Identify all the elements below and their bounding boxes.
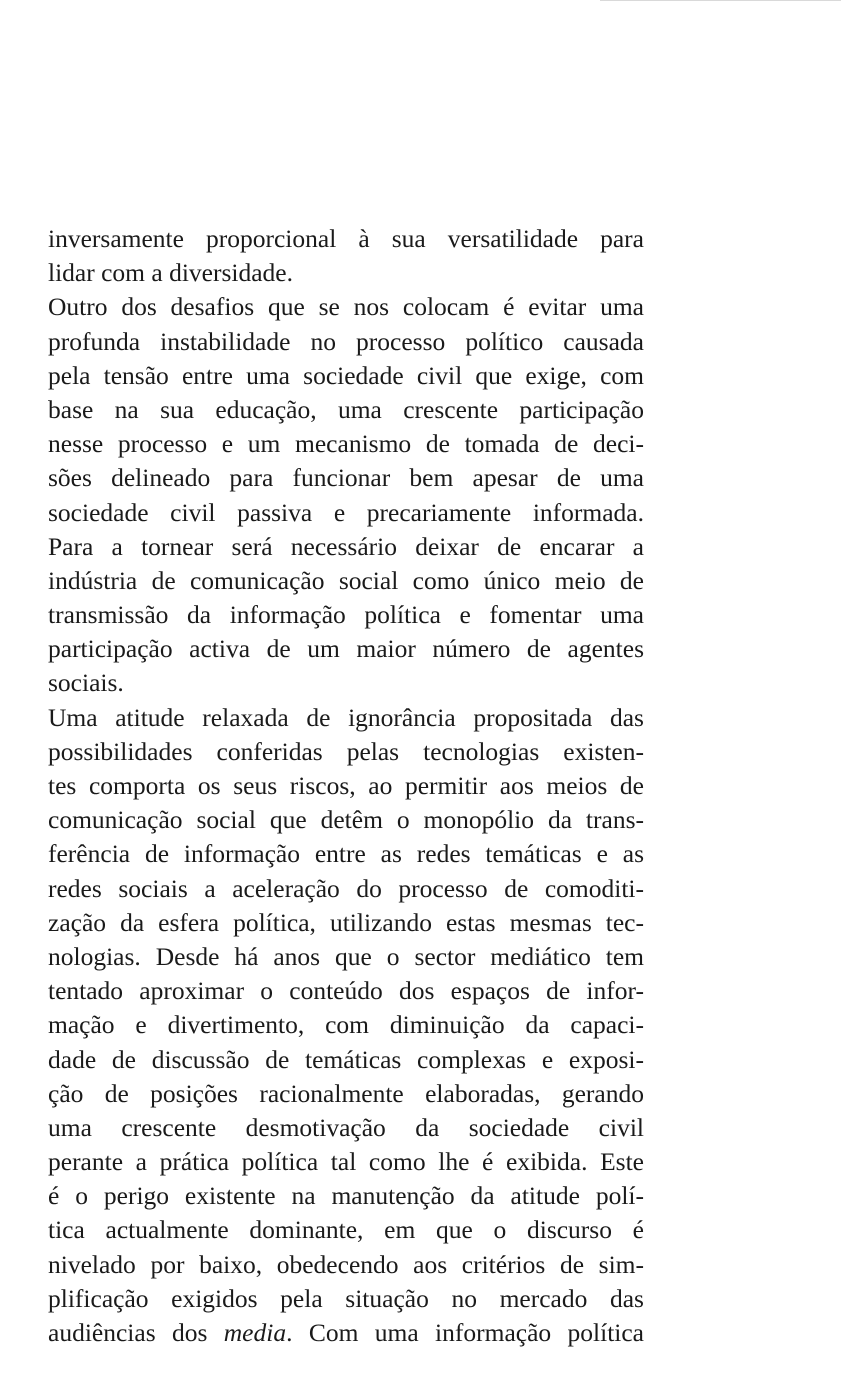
text-line: tentado aproximar o conteúdo dos espaços de infor- [48, 976, 644, 1006]
text-line: dade de discussão de temáticas complexas e exposi- [48, 1044, 644, 1074]
text-fragment: . Com uma informação política [286, 1318, 644, 1347]
text-line: ção de posições racionalmente elaboradas, gerando [48, 1078, 644, 1108]
body-text [48, 222, 644, 1350]
text-line: uma crescente desmotivação da sociedade civil [48, 1112, 644, 1142]
text-line: zação da esfera política, utilizando estas mesmas tec- [48, 907, 644, 937]
text-line: tica actualmente dominante, em que o discurso é [48, 1215, 644, 1245]
text-line: lidar com a diversidade. [48, 258, 293, 288]
text-line: plificação exigidos pela situação no mercado das [48, 1283, 644, 1313]
text-line: nologias. Desde há anos que o sector mediático tem [48, 941, 644, 971]
text-line: possibilidades conferidas pelas tecnologias existen- [48, 736, 644, 766]
text-line: é o perigo existente na manutenção da atitude polí- [48, 1181, 644, 1211]
text-line: tes comporta os seus riscos, ao permitir aos meios de [48, 771, 644, 800]
text-fragment: audiências dos [48, 1318, 224, 1347]
text-line: indústria de comunicação social como único meio de [48, 565, 644, 595]
text-line: Uma atitude relaxada de ignorância propositada das [48, 702, 644, 732]
text-line: sociais. [48, 668, 124, 698]
italic-term: media [223, 1318, 287, 1347]
text-line: comunicação social que detêm o monopólio da trans- [48, 805, 644, 835]
text-line: perante a prática política tal como lhe é exibida. Este [48, 1147, 644, 1177]
text-line: inversamente proporcional à sua versatilidade para [48, 224, 644, 253]
text-line: transmissão da informação política e fomentar uma [48, 600, 644, 630]
text-line: nivelado por baixo, obedecendo aos critérios de sim- [48, 1249, 644, 1279]
text-line: base na sua educação, uma crescente participação [48, 394, 644, 424]
text-line: nesse processo e um mecanismo de tomada de deci- [48, 429, 644, 459]
text-line: Para a tornear será necessário deixar de encarar a [48, 531, 644, 561]
text-line: mação e divertimento, com diminuição da capaci- [48, 1010, 644, 1040]
top-edge-rule [600, 0, 841, 1]
text-line: pela tensão entre uma sociedade civil que exige, com [48, 360, 644, 390]
text-line: Outro dos desafios que se nos colocam é evitar uma [48, 292, 644, 322]
text-line: sociedade civil passiva e precariamente informada. [48, 497, 644, 527]
text-line: participação activa de um maior número de agentes [48, 634, 644, 664]
text-line: profunda instabilidade no processo político causada [48, 326, 644, 356]
text-line: redes sociais a aceleração do processo de comoditi- [48, 873, 644, 903]
text-line: ferência de informação entre as redes temáticas e as [48, 839, 644, 869]
text-line [48, 1316, 644, 1350]
text-line: sões delineado para funcionar bem apesar de uma [48, 463, 644, 493]
